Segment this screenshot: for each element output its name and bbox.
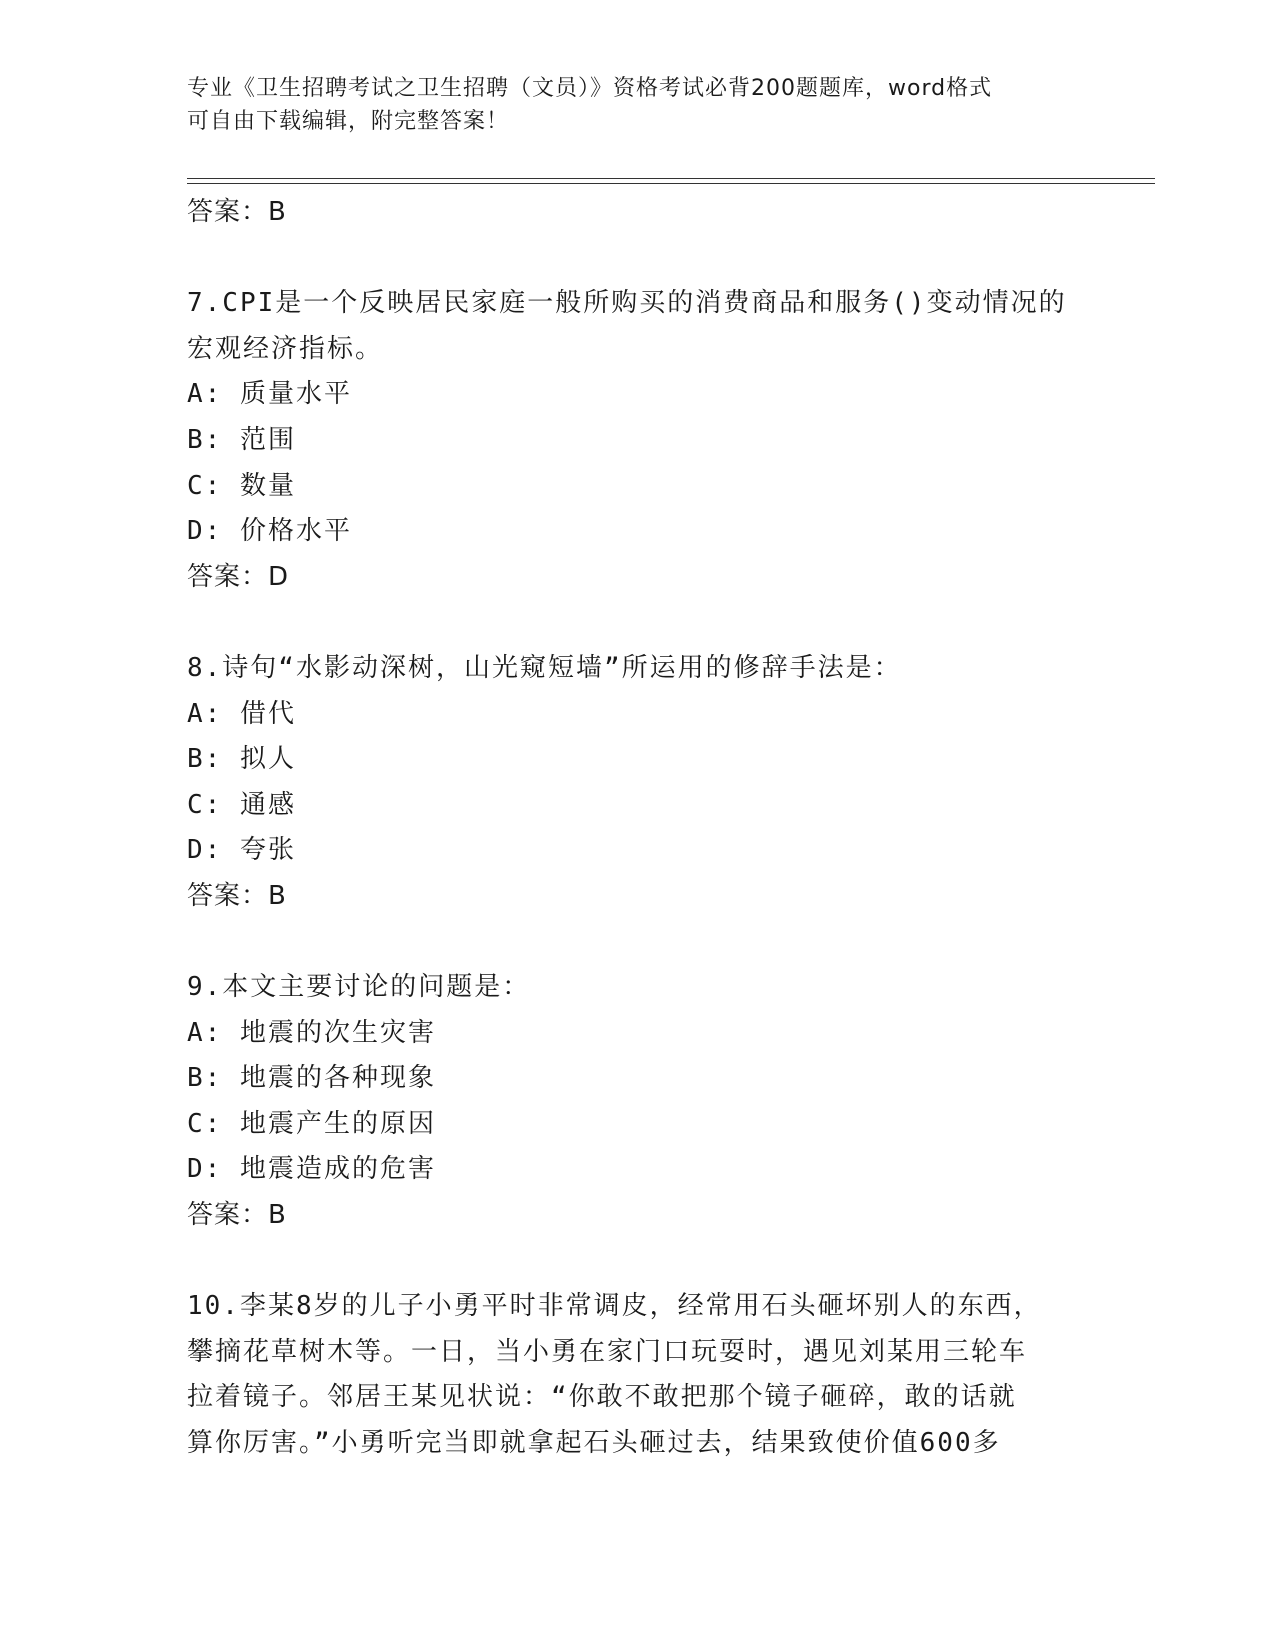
option-a: A: 地震的次生灾害 [187,1017,436,1048]
question-text: 9.本文主要讨论的问题是： [187,972,531,1003]
option-a: A: 借代 [187,698,296,729]
option-d: D: 价格水平 [187,516,352,547]
option-c: C: 数量 [187,470,296,501]
answer: 答案：B [187,880,287,911]
question-9 [187,965,1087,1239]
option-c: C: 通感 [187,789,296,820]
answer: 答案：D [187,561,290,592]
spacer [187,920,1087,966]
spacer [187,236,1087,282]
option-b: B: 地震的各种现象 [187,1063,436,1094]
option-b: B: 拟人 [187,744,296,775]
option-d: D: 夸张 [187,835,296,866]
header-divider-top [187,178,1155,179]
question-7 [187,281,1087,600]
question-text: 攀摘花草树木等。一日，当小勇在家门口玩耍时，遇见刘某用三轮车 [187,1336,1028,1367]
option-b: B: 范围 [187,424,296,455]
question-8 [187,646,1087,920]
header-line-1: 专业《卫生招聘考试之卫生招聘（文员）》资格考试必背200题题库，word格式 [187,76,993,101]
option-d: D: 地震造成的危害 [187,1154,436,1185]
question-list [187,190,1087,1467]
question-text: 7.CPI是一个反映居民家庭一般所购买的消费商品和服务()变动情况的 [187,288,1067,319]
option-a: A: 质量水平 [187,379,352,410]
question-10 [187,1284,1087,1466]
question-text: 8.诗句“水影动深树，山光窥短墙”所运用的修辞手法是： [187,652,902,683]
header-divider-bottom [187,183,1155,184]
spacer [187,600,1087,646]
question-text: 宏观经济指标。 [187,333,384,364]
question-text: 算你厉害。”小勇听完当即就拿起石头砸过去，结果致使价值600多 [187,1428,1001,1459]
question-text: 拉着镜子。邻居王某见状说：“你敢不敢把那个镜子砸碎，敢的话就 [187,1382,1017,1413]
document-header [187,72,1067,138]
previous-answer: 答案：B [187,197,287,227]
answer: 答案：B [187,1200,287,1231]
option-c: C: 地震产生的原因 [187,1108,436,1139]
header-line-2: 可自由下载编辑，附完整答案！ [187,109,510,134]
spacer [187,1239,1087,1285]
question-text: 10.李某8岁的儿子小勇平时非常调皮，经常用石头砸坏别人的东西， [187,1291,1042,1322]
